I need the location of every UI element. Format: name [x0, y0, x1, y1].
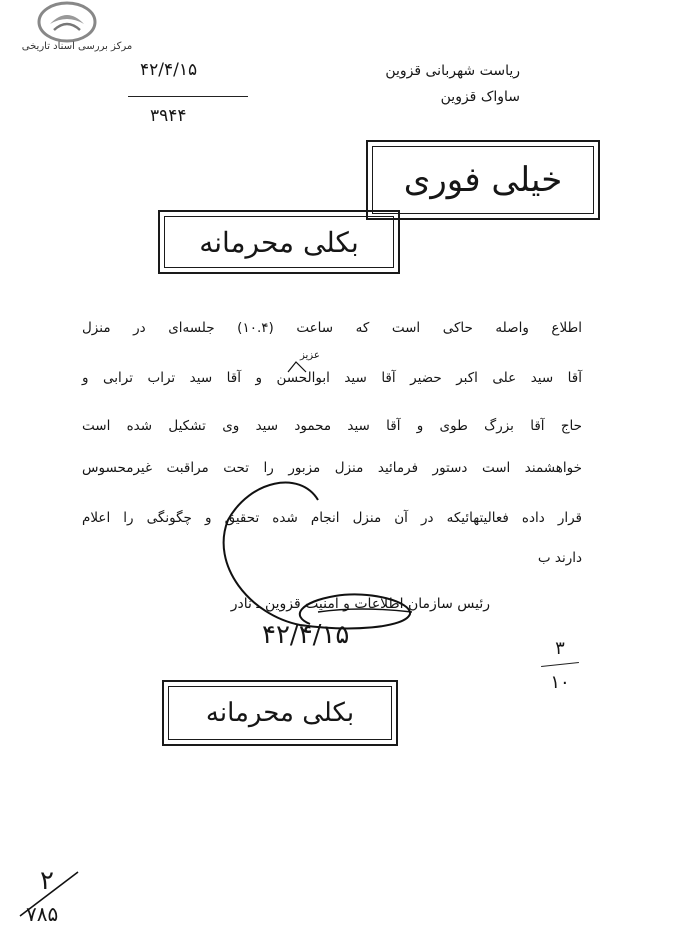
body-line-6: دارند ب	[537, 550, 582, 566]
interlinear-caret	[288, 362, 306, 372]
corner-note-top: ۲	[40, 866, 54, 896]
handwritten-date: ۴۲/۴/۱۵	[262, 620, 350, 650]
interlinear-note: عزیز	[300, 350, 320, 361]
handwritten-loop	[224, 483, 410, 629]
signature-underline	[318, 609, 412, 612]
margin-note-bottom: ۱۰	[550, 672, 570, 693]
body-line-5: قرار داده فعالیتهائیکه در آن منزل انجام شده تحقیق و چگونگی را اعلام	[82, 510, 582, 526]
header-date: ۴۲/۴/۱۵	[140, 60, 198, 80]
body-line-1: اطلاع واصله حاکی است که ساعت (۱۰.۴) جلسه‌ای در منزل	[82, 320, 583, 336]
org-line-savak: ساواک قزوین	[440, 89, 520, 105]
confidential-stamp-bottom-text: بکلی محرمانه	[205, 698, 355, 728]
margin-note-top: ۳	[555, 638, 565, 659]
confidential-stamp-top-text: بکلی محرمانه	[199, 225, 359, 259]
corner-note-bottom: ۷۸۵	[26, 902, 59, 926]
watermark-text: مرکز بررسی اسناد تاریخی	[21, 41, 133, 52]
letter-number: ۳۹۴۴	[150, 106, 187, 126]
body-line-3: حاج آقا بزرگ طوی و آقا سید محمود سید وی تشکیل شده است	[82, 418, 582, 434]
org-line-police: ریاست شهربانی قزوین	[385, 63, 520, 79]
corner-slash	[20, 872, 78, 916]
urgent-stamp-text: خیلی فوری	[403, 160, 563, 200]
body-line-2: آقا سید علی اکبر حضیر آقا سید ابوالحسن و آقا سید تراب ترابی و	[82, 370, 582, 386]
signature-line: رئیس سازمان اطلاعات و امنیت قزوین ـ نادر	[230, 596, 490, 612]
body-line-4: خواهشمند است دستور فرمائید منزل مزبور را تحت مراقبت غیرمحسوس	[82, 460, 582, 476]
